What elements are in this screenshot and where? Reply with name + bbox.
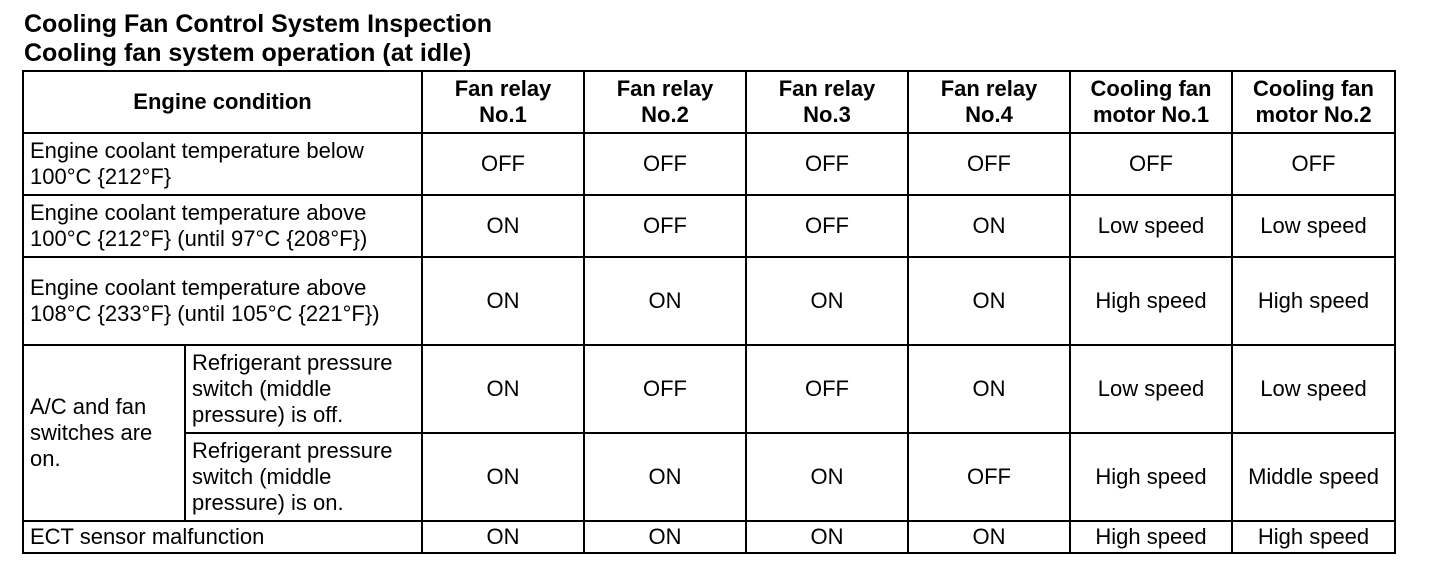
page-subtitle: Cooling fan system operation (at idle) — [24, 39, 472, 67]
relay-1-cell: ON — [422, 345, 584, 433]
relay-4-cell: ON — [908, 257, 1070, 345]
table-row — [23, 133, 1395, 195]
motor-1-cell: High speed — [1070, 257, 1232, 345]
relay-2-cell: OFF — [584, 133, 746, 195]
header-fan-relay-4-line-1: Fan relay — [940, 76, 1038, 101]
header-fan-relay-1 — [422, 71, 584, 133]
cooling-fan-operation-table — [22, 70, 1396, 554]
table-row — [23, 195, 1395, 257]
motor-2-cell: High speed — [1232, 257, 1395, 345]
relay-3-cell: ON — [746, 433, 908, 521]
relay-2-cell: ON — [584, 433, 746, 521]
condition-cell: Engine coolant temperature above 108°C {233°F} (until 105°C {221°F}) — [23, 257, 422, 345]
header-fan-relay-3 — [746, 71, 908, 133]
header-fan-relay-3-line-2: No.3 — [803, 102, 851, 127]
header-row — [23, 71, 1395, 133]
condition-cell: Refrigerant pressure switch (middle pressure) is on. — [185, 433, 422, 521]
title-block — [24, 10, 492, 68]
condition-cell: Engine coolant temperature above 100°C {212°F} (until 97°C {208°F}) — [23, 195, 422, 257]
relay-4-cell: ON — [908, 521, 1070, 553]
relay-2-cell: ON — [584, 521, 746, 553]
motor-1-cell: Low speed — [1070, 195, 1232, 257]
motor-2-cell: High speed — [1232, 521, 1395, 553]
motor-1-cell: High speed — [1070, 521, 1232, 553]
header-fan-motor-1-line-2: motor No.1 — [1092, 102, 1210, 127]
header-fan-relay-2-line-1: Fan relay — [616, 76, 714, 101]
header-fan-relay-4 — [908, 71, 1070, 133]
relay-3-cell: OFF — [746, 133, 908, 195]
table-row — [23, 521, 1395, 553]
motor-2-cell: OFF — [1232, 133, 1395, 195]
relay-3-cell: OFF — [746, 195, 908, 257]
relay-3-cell: ON — [746, 257, 908, 345]
header-fan-relay-1-line-2: No.1 — [479, 102, 527, 127]
header-fan-motor-1-line-1: Cooling fan — [1090, 76, 1212, 101]
header-fan-relay-2 — [584, 71, 746, 133]
table-row — [23, 345, 1395, 433]
relay-4-cell: ON — [908, 345, 1070, 433]
relay-1-cell: ON — [422, 433, 584, 521]
condition-cell: Refrigerant pressure switch (middle pressure) is off. — [185, 345, 422, 433]
relay-1-cell: OFF — [422, 133, 584, 195]
motor-2-cell: Low speed — [1232, 195, 1395, 257]
relay-4-cell: ON — [908, 195, 1070, 257]
header-fan-motor-2 — [1232, 71, 1395, 133]
motor-1-cell: High speed — [1070, 433, 1232, 521]
table-row — [23, 433, 1395, 521]
header-fan-motor-1 — [1070, 71, 1232, 133]
relay-4-cell: OFF — [908, 133, 1070, 195]
header-fan-motor-2-line-1: Cooling fan — [1253, 76, 1374, 101]
header-engine-condition: Engine condition — [23, 71, 422, 133]
header-fan-motor-2-line-2: motor No.2 — [1255, 102, 1372, 127]
header-fan-relay-2-line-2: No.2 — [641, 102, 689, 127]
relay-1-cell: ON — [422, 257, 584, 345]
relay-2-cell: ON — [584, 257, 746, 345]
relay-4-cell: OFF — [908, 433, 1070, 521]
header-fan-relay-4-line-2: No.4 — [965, 102, 1013, 127]
page-title: Cooling Fan Control System Inspection — [24, 10, 493, 38]
motor-1-cell: OFF — [1070, 133, 1232, 195]
group-condition-cell: A/C and fan switches are on. — [23, 345, 185, 521]
relay-3-cell: OFF — [746, 345, 908, 433]
motor-1-cell: Low speed — [1070, 345, 1232, 433]
relay-1-cell: ON — [422, 195, 584, 257]
relay-3-cell: ON — [746, 521, 908, 553]
relay-2-cell: OFF — [584, 345, 746, 433]
motor-2-cell: Middle speed — [1232, 433, 1395, 521]
condition-cell: ECT sensor malfunction — [23, 521, 422, 553]
motor-2-cell: Low speed — [1232, 345, 1395, 433]
table-row — [23, 257, 1395, 345]
header-fan-relay-3-line-1: Fan relay — [778, 76, 876, 101]
condition-cell: Engine coolant temperature below 100°C {212°F} — [23, 133, 422, 195]
relay-1-cell: ON — [422, 521, 584, 553]
relay-2-cell: OFF — [584, 195, 746, 257]
header-fan-relay-1-line-1: Fan relay — [454, 76, 552, 101]
